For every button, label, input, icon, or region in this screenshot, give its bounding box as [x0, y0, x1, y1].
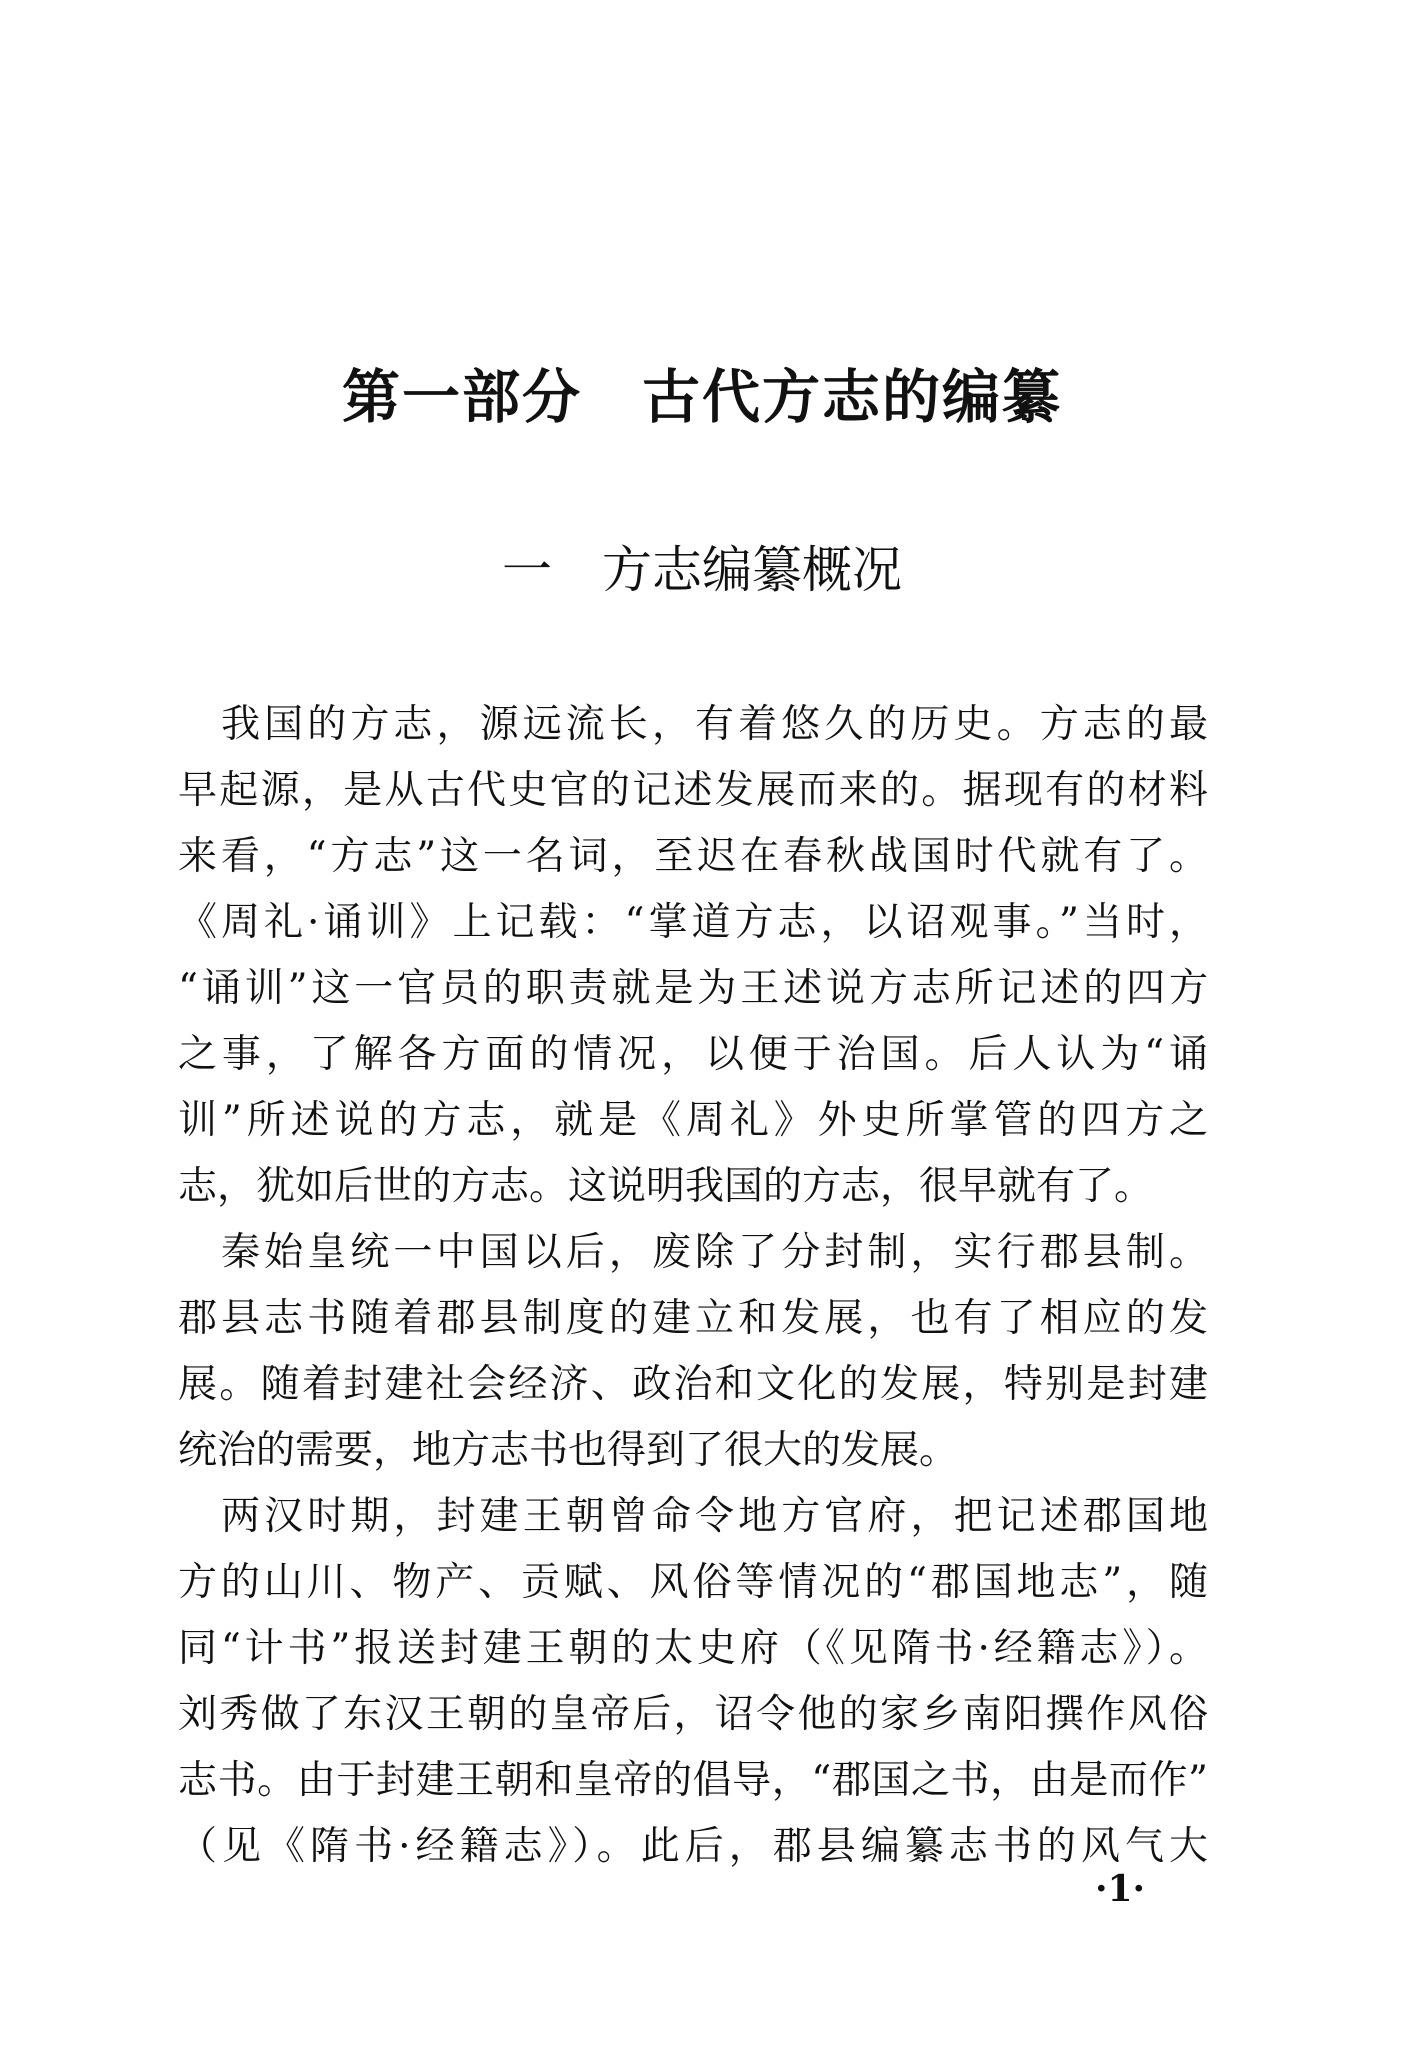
- page-number: ·1·: [1094, 1868, 1146, 1910]
- text-line: 志书。由于封建王朝和皇帝的倡导，“郡国之书，由是而作”: [178, 1758, 1208, 1803]
- text-line: 训”所述说的方志，就是《周礼》外史所掌管的四方之: [178, 1098, 1208, 1143]
- text-line: （见《隋书·经籍志》）。此后，郡县编纂志书的风气大: [178, 1824, 1208, 1869]
- text-line: 刘秀做了东汉王朝的皇帝后，诏令他的家乡南阳撰作风俗: [178, 1692, 1208, 1737]
- text-line: 之事，了解各方面的情况，以便于治国。后人认为“诵: [178, 1032, 1208, 1077]
- text-line: 方的山川、物产、贡赋、风俗等情况的“郡国地志”，随: [178, 1560, 1208, 1605]
- text-line: 统治的需要，地方志书也得到了很大的发展。: [178, 1428, 959, 1473]
- text-line: 秦始皇统一中国以后，废除了分封制，实行郡县制。: [178, 1230, 1208, 1275]
- text-line: 志，犹如后世的方志。这说明我国的方志，很早就有了。: [178, 1164, 1154, 1209]
- text-line: 两汉时期，封建王朝曾命令地方官府，把记述郡国地: [178, 1494, 1208, 1539]
- text-line: “诵训”这一官员的职责就是为王述说方志所记述的四方: [178, 966, 1208, 1011]
- text-line: 我国的方志，源远流长，有着悠久的历史。方志的最: [178, 702, 1208, 747]
- text-line: 郡县志书随着郡县制度的建立和发展，也有了相应的发: [178, 1296, 1208, 1341]
- text-line: 展。随着封建社会经济、政治和文化的发展，特别是封建: [178, 1362, 1208, 1407]
- text-line: 同“计书”报送封建王朝的太史府（《见隋书·经籍志》）。: [178, 1626, 1208, 1671]
- text-line: 《周礼·诵训》上记载：“掌道方志，以诏观事。”当时，: [178, 900, 1208, 945]
- chapter-title: 一 方志编纂概况: [502, 541, 902, 599]
- text-line: 来看，“方志”这一名词，至迟在春秋战国时代就有了。: [178, 834, 1208, 879]
- part-title: 第一部分 古代方志的编纂: [341, 363, 1062, 431]
- text-line: 早起源，是从古代史官的记述发展而来的。据现有的材料: [178, 768, 1208, 813]
